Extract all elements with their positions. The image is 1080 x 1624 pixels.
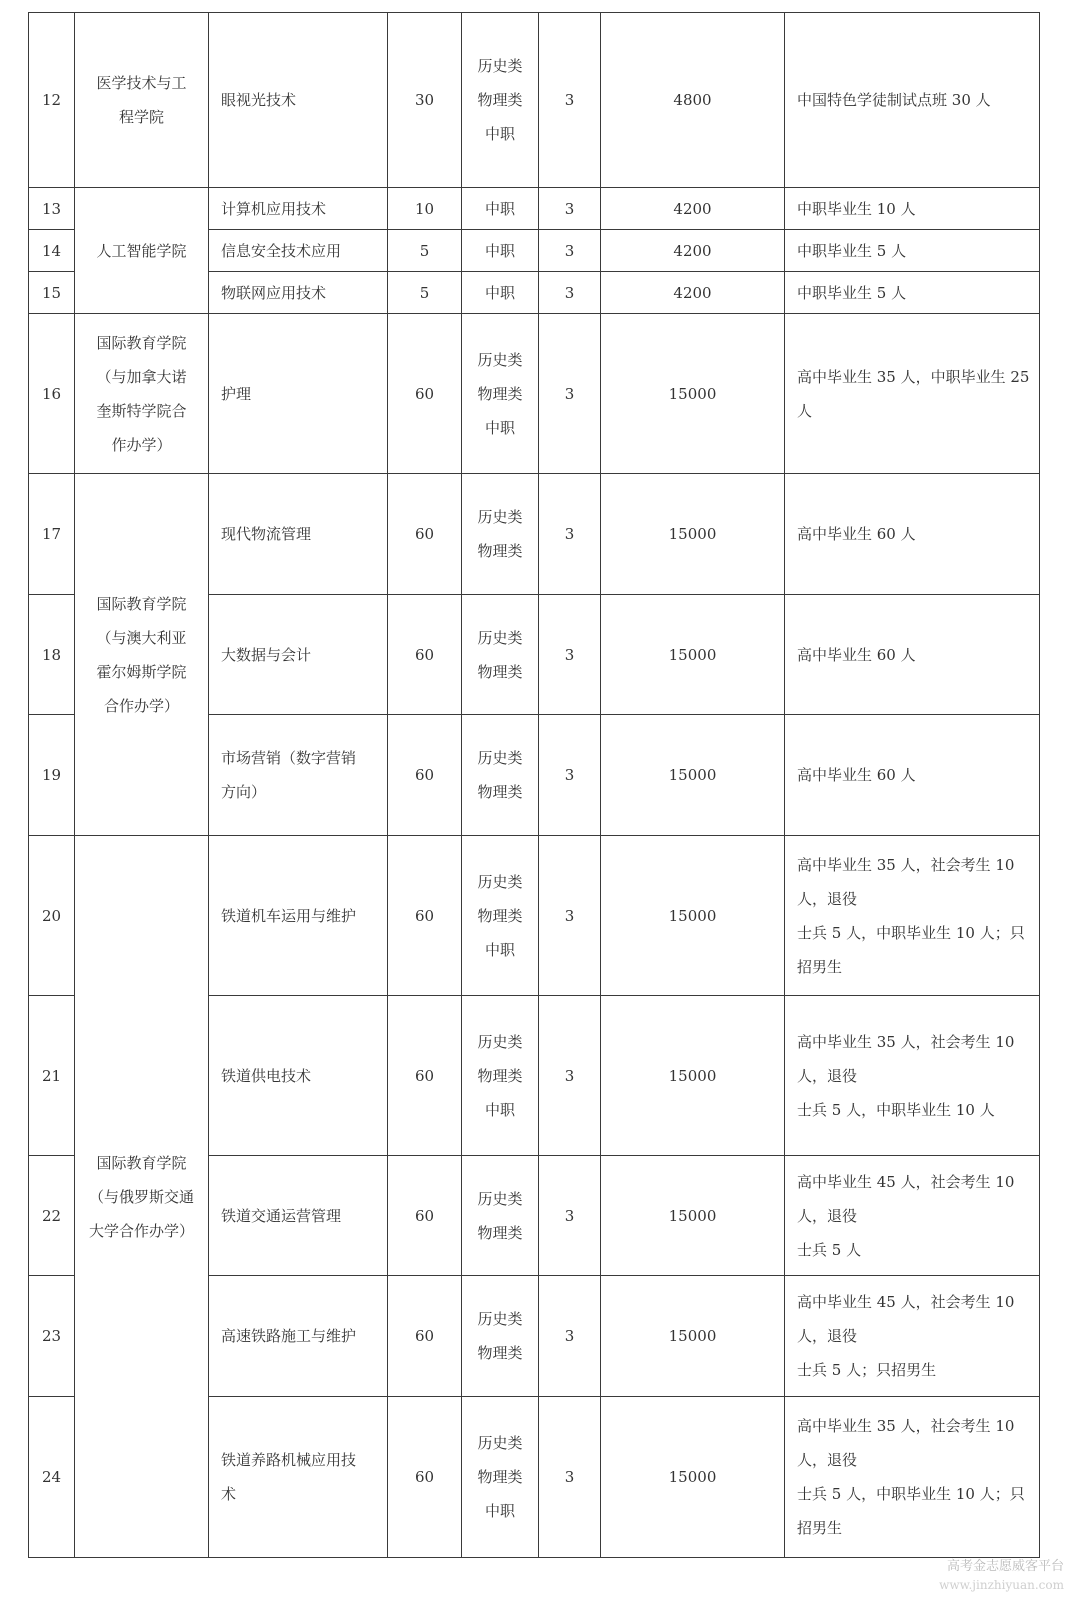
major-cell: 信息安全技术应用 bbox=[209, 230, 388, 272]
plan-cell: 60 bbox=[388, 996, 462, 1156]
plan-cell: 60 bbox=[388, 1276, 462, 1397]
fee-cell: 15000 bbox=[601, 1397, 785, 1558]
row-number: 17 bbox=[29, 474, 75, 595]
note-cell: 中职毕业生 5 人 bbox=[785, 272, 1040, 314]
subject-cell: 历史类 物理类 bbox=[462, 715, 539, 836]
subject-cell: 历史类 物理类 中职 bbox=[462, 314, 539, 474]
note-cell: 高中毕业生 45 人，社会考生 10 人，退役 士兵 5 人 bbox=[785, 1156, 1040, 1276]
major-cell: 铁道机车运用与维护 bbox=[209, 836, 388, 996]
note-cell: 高中毕业生 60 人 bbox=[785, 715, 1040, 836]
row-number: 14 bbox=[29, 230, 75, 272]
table-row bbox=[29, 314, 1040, 474]
fee-cell: 15000 bbox=[601, 474, 785, 595]
plan-cell: 60 bbox=[388, 314, 462, 474]
row-number: 15 bbox=[29, 272, 75, 314]
years-cell: 3 bbox=[539, 188, 601, 230]
watermark-name: 高考金志愿威客平台 bbox=[946, 1559, 1064, 1574]
row-number: 24 bbox=[29, 1397, 75, 1558]
note-cell: 高中毕业生 35 人，社会考生 10 人，退役 士兵 5 人，中职毕业生 10 人 bbox=[785, 996, 1040, 1156]
enrollment-table bbox=[28, 12, 1040, 1558]
table-row bbox=[29, 474, 1040, 595]
subject-cell: 历史类 物理类 中职 bbox=[462, 836, 539, 996]
fee-cell: 4200 bbox=[601, 230, 785, 272]
fee-cell: 15000 bbox=[601, 595, 785, 715]
note-cell: 高中毕业生 35 人，社会考生 10 人，退役 士兵 5 人，中职毕业生 10 人；只招男生 bbox=[785, 1397, 1040, 1558]
years-cell: 3 bbox=[539, 314, 601, 474]
college-cell: 人工智能学院 bbox=[75, 188, 209, 314]
fee-cell: 15000 bbox=[601, 1276, 785, 1397]
college-cell: 国际教育学院 （与加拿大诺 奎斯特学院合 作办学） bbox=[75, 314, 209, 474]
years-cell: 3 bbox=[539, 1156, 601, 1276]
row-number: 16 bbox=[29, 314, 75, 474]
major-cell: 市场营销（数字营销 方向） bbox=[209, 715, 388, 836]
major-cell: 铁道养路机械应用技 术 bbox=[209, 1397, 388, 1558]
note-cell: 中职毕业生 5 人 bbox=[785, 230, 1040, 272]
subject-cell: 历史类 物理类 中职 bbox=[462, 13, 539, 188]
row-number: 22 bbox=[29, 1156, 75, 1276]
subject-cell: 中职 bbox=[462, 188, 539, 230]
row-number: 18 bbox=[29, 595, 75, 715]
row-number: 21 bbox=[29, 996, 75, 1156]
years-cell: 3 bbox=[539, 1397, 601, 1558]
years-cell: 3 bbox=[539, 230, 601, 272]
note-cell: 高中毕业生 45 人，社会考生 10 人，退役 士兵 5 人；只招男生 bbox=[785, 1276, 1040, 1397]
fee-cell: 15000 bbox=[601, 836, 785, 996]
plan-cell: 30 bbox=[388, 13, 462, 188]
note-cell: 高中毕业生 35 人，社会考生 10 人，退役 士兵 5 人，中职毕业生 10 人；只招男生 bbox=[785, 836, 1040, 996]
row-number: 19 bbox=[29, 715, 75, 836]
years-cell: 3 bbox=[539, 474, 601, 595]
fee-cell: 15000 bbox=[601, 715, 785, 836]
watermark-url: www.jinzhiyuan.com bbox=[939, 1578, 1064, 1592]
row-number: 12 bbox=[29, 13, 75, 188]
subject-cell: 历史类 物理类 中职 bbox=[462, 996, 539, 1156]
subject-cell: 历史类 物理类 bbox=[462, 1156, 539, 1276]
plan-cell: 10 bbox=[388, 188, 462, 230]
major-cell: 铁道供电技术 bbox=[209, 996, 388, 1156]
years-cell: 3 bbox=[539, 13, 601, 188]
years-cell: 3 bbox=[539, 836, 601, 996]
plan-cell: 5 bbox=[388, 230, 462, 272]
subject-cell: 中职 bbox=[462, 230, 539, 272]
college-cell bbox=[75, 13, 209, 188]
years-cell: 3 bbox=[539, 1276, 601, 1397]
note-cell: 高中毕业生 35 人，中职毕业生 25 人 bbox=[785, 314, 1040, 474]
years-cell: 3 bbox=[539, 715, 601, 836]
note-cell: 中国特色学徒制试点班 30 人 bbox=[785, 13, 1040, 188]
plan-cell: 60 bbox=[388, 715, 462, 836]
major-cell: 铁道交通运营管理 bbox=[209, 1156, 388, 1276]
fee-cell: 4200 bbox=[601, 272, 785, 314]
watermark bbox=[939, 1558, 1064, 1594]
years-cell: 3 bbox=[539, 996, 601, 1156]
note-cell: 中职毕业生 10 人 bbox=[785, 188, 1040, 230]
plan-cell: 5 bbox=[388, 272, 462, 314]
major-cell: 大数据与会计 bbox=[209, 595, 388, 715]
major-cell: 眼视光技术 bbox=[209, 13, 388, 188]
plan-cell: 60 bbox=[388, 595, 462, 715]
row-number: 20 bbox=[29, 836, 75, 996]
fee-cell: 4800 bbox=[601, 13, 785, 188]
plan-cell: 60 bbox=[388, 836, 462, 996]
major-cell: 护理 bbox=[209, 314, 388, 474]
subject-cell: 历史类 物理类 中职 bbox=[462, 1397, 539, 1558]
college-cell: 国际教育学院 （与俄罗斯交通 大学合作办学） bbox=[75, 836, 209, 1558]
row-number: 23 bbox=[29, 1276, 75, 1397]
major-cell: 现代物流管理 bbox=[209, 474, 388, 595]
college-name: 医学技术与工程学院 bbox=[96, 74, 187, 126]
row-number: 13 bbox=[29, 188, 75, 230]
major-cell: 物联网应用技术 bbox=[209, 272, 388, 314]
table-row bbox=[29, 836, 1040, 996]
plan-cell: 60 bbox=[388, 474, 462, 595]
major-cell: 计算机应用技术 bbox=[209, 188, 388, 230]
fee-cell: 15000 bbox=[601, 996, 785, 1156]
plan-cell: 60 bbox=[388, 1156, 462, 1276]
table-row bbox=[29, 13, 1040, 188]
subject-cell: 历史类 物理类 bbox=[462, 595, 539, 715]
fee-cell: 15000 bbox=[601, 1156, 785, 1276]
table-row bbox=[29, 188, 1040, 230]
fee-cell: 15000 bbox=[601, 314, 785, 474]
subject-cell: 历史类 物理类 bbox=[462, 474, 539, 595]
years-cell: 3 bbox=[539, 595, 601, 715]
subject-cell: 中职 bbox=[462, 272, 539, 314]
major-cell: 高速铁路施工与维护 bbox=[209, 1276, 388, 1397]
note-cell: 高中毕业生 60 人 bbox=[785, 595, 1040, 715]
plan-cell: 60 bbox=[388, 1397, 462, 1558]
subject-cell: 历史类 物理类 bbox=[462, 1276, 539, 1397]
college-cell: 国际教育学院 （与澳大利亚 霍尔姆斯学院 合作办学） bbox=[75, 474, 209, 836]
years-cell: 3 bbox=[539, 272, 601, 314]
note-cell: 高中毕业生 60 人 bbox=[785, 474, 1040, 595]
fee-cell: 4200 bbox=[601, 188, 785, 230]
